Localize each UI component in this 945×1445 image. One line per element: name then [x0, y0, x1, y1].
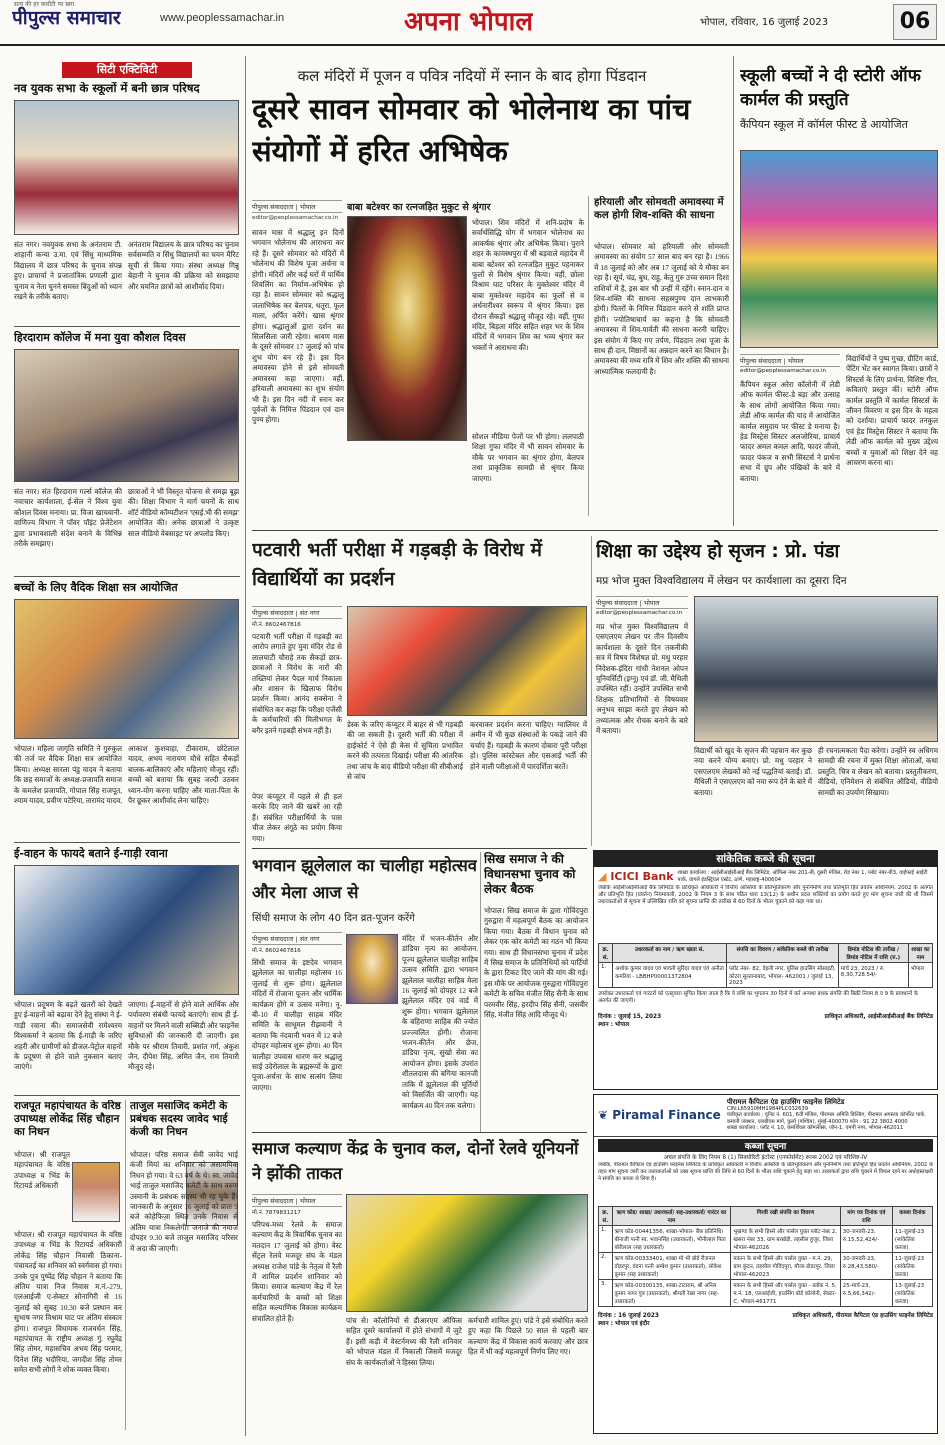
headline-ev-flagoff: ई-वाहन के फायदे बताने ई-गाड़ी रवाना [14, 847, 168, 860]
table-cell: प्लॉट नंबर- 82, देहली नगर, पुलिस हाउसिंग सोसाइटी, कोटरा सुल्तानाबाद, भोपाल- 462001 / जुलाई 13, 2023 [727, 963, 839, 988]
photo-caption-headline: बाबा बटेश्वर का रत्नजड़ित मुकुट से श्रृंगार [347, 202, 491, 213]
headline-youth-skill-day: हिरदाराम कॉलेज में मना युवा कौशल दिवस [14, 331, 186, 344]
headline-samaj-kalyan: समाज कल्याण केंद्र के चुनाव कल, दोनों रेलवे यूनियनों ने झोंकी ताकत [252, 1139, 579, 1183]
table-cell: मार्च 23, 2023 / रु. 8,30,728.54/- [838, 963, 908, 988]
article-text: डेस्क के जरिए कंप्यूटर में बाहर से भी गड़बड़ी की जा सकती है। दूसरी भर्ती की परीक्षा में हाईकोर्ट ने ऐसे ही केस में सुचिता प्रभावित करने की तत्परता दिखाई। परीक्षा की आंतरिक तथा जांच के बाद वीडियो परीक्षा की सीबीआई से जांच [347, 721, 463, 782]
divider [14, 326, 240, 327]
icici-icon: ◢ [598, 870, 607, 883]
headline-obituary-javed: ताजुल मसाजिद कमेटी के प्रबंधक सदस्य जावेद भाई कंजी का निधन [130, 1100, 228, 1138]
table-cell: भूखण्ड के सभी हिस्से और पार्सल युक्त प्लॉट नंबर 2, खसरा नंबर 33, ग्राम बरखेड़ी, तहसील हुजूर, जिला भोपाल-462026 [731, 1225, 840, 1252]
article-text: भोपाल। प्रदूषण के बढ़ते खतरों को देखते हुए ई-वाहनों को बढ़ावा देने हेतु संस्था ने ई-गाड़ी रवाना की। समाजसेवी रामेश्वरम विश्वकर्मा ने बताया कि ई-गाड़ी के जरिए शहरी और ग्रामीणों को डीजल-पेट्रोल वाहनों के प्रदूषण से होने वाले नुकसान बताए जाएंगे। [14, 1001, 122, 1072]
byline-name: पीपुल्स संवाददाता [740, 357, 782, 365]
table-cell: 11-जुलाई-23 (सांकेतिक कब्जा) [892, 1252, 932, 1279]
subheadline-jhulelal: सिंधी समाज के लोग 40 दिन व्रत-पूजन करेंगे [252, 913, 415, 924]
byline: पीपुल्स संवाददाता | भोपाल [596, 596, 688, 609]
column-header: ऋण कोड/ शाखा/ उधारकर्ता/ सह-उधारकर्ता/ गारंटर का नाम [612, 1206, 731, 1225]
classroom-photo [14, 349, 239, 482]
article-text: भोपाल। परिष्ठ समाज सेवी जावेद भाई कंजी मियां का शनिवार को असामयिक निधन हो गया। वे 63 वर्ष के थे। स्व. जावेद भाई ताजुल मसाजिद कमेटी के साथ वरुण उस्मानी के प्रबंधक सदस्य भी रह चुके हैं। जानकारी के अनुसार 16 जुलाई को प्रातः 9 बजे कोहेफिज़ा स्थित उनके निवास से अंतिम यात्रा निकलेगी। जनाजे की नमाज दोपहर 9.30 बजे ताजुल मसाजिद परिसर में अदा की जाएगी। [130, 1151, 238, 1253]
table-row [599, 1252, 933, 1279]
table-cell: मकान के सभी हिस्से और पार्सल युक्त - ब्लॉक नं. 5, म.नं. 18, एलआईजी, हाउसिंग बोर्ड कॉलोनी, सेक्टर-C, भोपाल-461771 [731, 1279, 840, 1306]
notice-footer: उपरोक्त उधारकर्ता एवं गारंटरों को एतद्द्वारा सूचित किया जाता है कि वे राशि का भुगतान 30 दिनों में करें अन्यथा बंधक संपत्ति की बिक्री नियम 8 व 9 के प्रावधानों के अंतर्गत की जाएगी। [598, 991, 919, 1005]
article-text: मप्र भोज मुक्त विश्वविद्यालय में एसएलएम लेखन पर तीन दिवसीय कार्यशाला के दूसरे दिन तकनीकी सत्र में विषय विशेषज्ञ प्रो. मधु परहार निदेशक-इंदिरा गांधी नेशनल ओपन यूनिवर्सिटी (इग्नू) एवं डॉ. जी. मैथिली उपस्थित रहीं। उन्होंने उपस्थित सभी शिक्षक प्रतिभागियों से विषयवार अनुभव साझा करते हुए लेखन को तथ्यात्मक और रोचक बनाने के बारे में बताया। [596, 623, 688, 736]
article-text: पटवारी भर्ती परीक्षा में गड़बड़ी का आरोप लगाते हुए युवा मंदिर रोड से लालघाटी चौराहे तक सैकड़ों छात्र-छात्राओं ने विरोध के नारों की तख्तियां लेकर पैदल मार्च निकाला और शासन के खिलाफ विरोध प्रदर्शन किया। आनंद सक्सेना ने संबोधित कर कहा कि परीक्षा एजेंसी के कर्मचारियों की मिलीभगत के बगैर इतने गड़बड़ी संभव नहीं है। [252, 633, 342, 735]
divider [14, 842, 240, 843]
piramal-leaf-icon: ❦ [598, 1108, 609, 1123]
table-cell: भोपाल [908, 963, 932, 988]
byline-city: भोपाल [787, 357, 804, 365]
table-cell: ऋण कोड-00441356, शाखा-भोपाल- बैंक प्रतिनिधि। बीनाजी पत्नी स्व. भवानसिंह (उधारकर्ता), भीनीलाल पिता बोरीलाल (सह उधारकर्ता) [612, 1225, 731, 1252]
carmel-performance-photo [740, 150, 938, 348]
column-divider [245, 56, 246, 1436]
article-text: सोशल मीडिया पेजों पर भी होगा। ललपाठी शिक्षा गुफा मंदिर में भी सावन सोमवार के मौके पर भगवान का श्रृंगार होगा, बेलपत्र तथा प्राकृतिक सामग्री से श्रृंगार किया जाएगा। [472, 433, 584, 483]
headline-sikh-meeting: सिख समाज ने की विधानसभा चुनाव को लेकर बैठक [484, 852, 576, 896]
byline: पीपुल्स संवाददाता | भोपाल [740, 354, 840, 367]
headline-obituary-lokendra: राजपूत महापंचायत के वरिष्ठ उपाध्यक्ष लोकेंद्र सिंह चौहान का निधन [14, 1100, 121, 1138]
byline-city: भोपाल [643, 599, 660, 607]
notice-place: स्थान : भोपाल एवं इंदौर [598, 1320, 650, 1327]
headline-jhulelal: भगवान झूलेलाल का चालीहा महोत्सव और मेला आज से [252, 856, 477, 902]
bank-name: ICICI Bank [610, 870, 674, 883]
table-cell: 30-जनवरी-23, रु.15,52,424/- [840, 1225, 892, 1252]
article-text: कर्मचारी शामिल हुए। पांडे ने इसे संबोधित करते हुए कहा कि पिछले 50 साल से पहली बार कल्याण केंद्र में विकास कार्य करवाए और छात्र हित में भी कई महत्वपूर्ण निर्णय लिए गए। [468, 1317, 588, 1357]
newspaper-logo: पीपुल्स समाचार [12, 7, 121, 29]
divider [588, 196, 589, 516]
table-cell: 1. [599, 963, 613, 988]
byline-name: पीपुल्स संवाददाता [596, 599, 638, 607]
bank-address: शाखा कार्यालय : आईसीआईसीआई बैंक लिमिटेड, ऑफिस नंबर 201-बी, दूसरी मंजिल, रोड नंबर 1, प्लॉट नंबर-बी3, वाईफाई आईटी पार्क, वागले इंडस्ट्रियल एस्टेट, ठाणे, महाराष्ट्र-400604 [677, 870, 928, 883]
sidebar-headline: हरियाली और सोमवती अमावस्या में कल होगी शिव-शक्ति की साधना [594, 197, 724, 221]
workshop-photo [694, 596, 938, 742]
table-cell: अशोक कुमार यादव एवं भावती सुरिंदर यादव एवं अनीता कमरिया - LBBHP00001372804 [613, 963, 727, 988]
byline-city: भोपाल [299, 1197, 316, 1205]
byline: पीपुल्स संवाददाता | भोपाल [252, 200, 342, 213]
headline-shiksha: शिक्षा का उद्देश्य हो सृजन : प्रो. पंडा [596, 541, 840, 562]
notice-signatory: प्राधिकृत अधिकारी, आईसीआईसीआई बैंक लिमिटेड [824, 1014, 933, 1021]
byline-name: पीपुल्स संवाददाता [252, 1197, 294, 1205]
jhulelal-deity-photo [346, 934, 398, 1004]
ev-flagoff-photo [14, 865, 239, 995]
dateline: भोपाल, रविवार, 16 जुलाई 2023 [700, 17, 829, 28]
lead-headline: दूसरे सावन सोमवार को भोलेनाथ का पांच संयोगों में हरित अभिषेक [252, 92, 691, 168]
byline-name: पीपुल्स संवाददाता [252, 935, 294, 943]
notice-header: सांकेतिक कब्जे की सूचना [594, 851, 937, 867]
notice-body: जबकि, पीरामल कैपिटल एंड हाउसिंग फाइनेंस लिमिटेड के प्राधिकृत अधिकारी ने वित्तीय आस्तियों के प्रतिभूतिकरण और पुनर्निर्माण तथा प्रतिभूति हित प्रवर्तन अधिनियम, 2002 के तहत मांग सूचना जारी कर उधारकर्ताओं को उक्त सूचना प्राप्ति की तिथि से 60 दिनों के भीतर राशि चुकाने हेतु कहा था। उधारकर्ता द्वारा राशि चुकाने में विफल रहने पर अधोहस्ताक्षरी ने संपत्ति का कब्जा ले लिया है। [598, 1161, 933, 1182]
section-divider [252, 1132, 587, 1133]
mobile-number: मो.नं. 7879831217 [252, 1210, 301, 1216]
table-cell: 30-जनवरी-23, रु.28,43,580/- [840, 1252, 892, 1279]
headline-student-council: नव युवक सभा के स्कूलों में बनी छात्र परिषद [14, 82, 200, 95]
email[interactable]: editor@peoplessamachar.co.in [740, 368, 827, 374]
article-text: जाएगा। ई-वाहनों से होने वाले आर्थिक और पर्यावरण संबंधी फायदे बताएंगे। साथ ही ई-वाहनों पर मिलने वाली सब्सिडी और फाइनेंस सुविधाओं की जानकारी दी जाएगी। इस मौके पर श्रीराम तिवारी, प्रशांत गर्ग, अंकुश जैन, दीपेश सिंह, अमित जैन, राम तिवारी मौजूद रहे। [128, 1001, 239, 1072]
subheadline-carmel: कैंपियन स्कूल में कॉर्मल फीस्ट डे आयोजित [740, 118, 908, 131]
article-text: सिंधी समाज के इष्टदेव भगवान झूलेलाल का चालीहा महोत्सव 16 जुलाई से शुरू होगा। झूलेलाल मंदिरों में रोजाना पूजन और धार्मिक कार्यक्रम होंगे व उत्सव मनेगा। नू-बी-10 में चालीहा साहब मंदिर समिति के साधूमल रीझवानी ने बताया कि नंदवानी भवन में 12 बजे दोपहर महोत्सव शुरू होगा। 40 दिन चालीहा उपवास धारण कर श्रद्धालु साई उदेरोलाल के ब्रह्मरूपों के द्वारा पूजा-अर्चना के साथ सत्संग लिया जाएगा। [252, 959, 342, 1092]
branch-office: शाखा कार्यालय : प्लॉट नं. 10, कमर्शियल कॉम्प्लेक्स, जोन-1, एमपी नगर, भोपाल-462011 [726, 1125, 904, 1132]
headline-vedic-session: बच्चों के लिए वैदिक शिक्षा सत्र आयोजित [14, 581, 178, 594]
article-text: अनंतराम विद्यालय के छात्र परिषद का चुनाव सर्वसम्मति व सिंधु विद्यालयों का चयन मैरिट सूची से किया गया। संस्था अध्यक्ष गिन्नू बेहानी ने चुनाव की प्रक्रिया को समझाया और चयनित छात्रों को आशीर्वाद दिया। [128, 241, 239, 291]
notice-signatory: प्राधिकृत अधिकारी, पीरामल कैपिटल एंड हाउसिंग फाइनेंस लिमिटेड [792, 1312, 933, 1319]
table-cell: 3. [599, 1279, 613, 1306]
article-text: मंदिर में भजन-कीर्तन और डांडिया नृत्य का आयोजन. पूज्य झूलेलाल चालीहा साहिब उत्सव समिति द्वारा भगवान झूलेलाल चालीहा साहिब मेला 16 जुलाई को दोपहर 12 बजे झूलेलाल मंदिर एवं वार्ड में शुरू होगा। भगवान झूलेलाल के बहिराणा साहिब की ज्योत प्रज्ज्वलित होगी। रोजाना भजन-कीर्तन और छेज, डांडिया नृत्य, सुखो सेवा का आयोजन होगा। इसके उपरांत शीतलदास की बगिया कानजी ताकि में झूलेलाल की मूर्तियों को विसर्जित की जाएगी। यह कार्यक्रम 40 दिन तक चलेगा। [402, 935, 478, 1110]
table-cell: मकान के सभी हिस्से और पार्सल युक्त - म.नं. 29, ग्राम कुंदन, तहसील गोविंदपुरा, मौजा-डोडरपुर, जिला भोपाल-462023 [731, 1252, 840, 1279]
article-text: पेपर कंप्यूटर में पहले से ही हल करके दिए जाने की खबरें आ रही हैं। संबंधित परीक्षार्थियों के पास चीज लेकर अंगूठे का प्रयोग किया गया। [252, 793, 342, 843]
article-text: परिपथ-मध्य रेलवे के समाज कल्याण केंद्र के त्रिवार्षिक चुनाव का मतदान 17 जुलाई को होगा। वेस्ट सेंट्रल रेलवे मजदूर संघ के मंडल अध्यक्ष राजेश पांडे के नेतृत्व में रैली में शामिल प्रदर्शन शानिवार को किया। समाज कल्याण केंद्र में रेल कर्मचारियों के बच्चों को शिक्षा सहित कल्याणिक विकास कार्यक्रम संचालित होते हैं। [252, 1221, 342, 1323]
article-text: सावन मास में श्रद्धालु इन दिनों भगवान भोलेनाथ की आराधना कर रहे हैं। दूसरे सोमवार को मंदिरों में भोलेनाथ की विशेष पूजा अर्चना व होगी। मंदिरों और कई घरों में पार्थिव शिवलिंग का निर्माण-अभिषेक हो रहा है। सावन सोमवार को श्रद्धालु जलाभिषेक कर बेलपत्र, धतूरा, फूल माला, अर्पित करेंगे। खास श्रृंगार होगा। श्रद्धालुओं द्वारा दर्शन का सिलसिला जारी रहेगा। श्रावण मास के दूसरे सोमवार 17 जुलाई को पांच शुभ योग बन रहे हैं। इस दिन अमावस्या होने से इसे सोमवती अमावस्या कहा जाएगा। वहीं, हरियाली अमावस्या का शुभ संयोग भी है। इस दिन नदी में स्नान कर पूर्वजों के निमित्त पिंडदान एवं दान पुण्य होगा। [252, 229, 344, 425]
article-text: करवाकर प्रदर्शन करना चाहिए। ग्वालियर में अमीन में भी कुछ संस्थाओं के पकड़े जाने की चर्चाएं हैं। गड़बड़ी के कारण दोबारा पूरी परीक्षा हो। पुलिस कांस्टेबल और एसआई भर्ती की होने वाली परीक्षाओं में पारदर्शिता बरतें। [470, 721, 587, 771]
column-header: शाखा का नाम [908, 944, 932, 963]
column-header: क्र. सं. [599, 1206, 613, 1225]
table-row [599, 1279, 933, 1306]
temple-deity-photo [347, 216, 467, 441]
company-name: पीरामल कैपिटल एंड हाउसिंग फाइनेंस लिमिटेड [726, 1098, 845, 1106]
bank-logo [598, 870, 674, 883]
piramal-possession-notice [593, 1094, 938, 1434]
byline-city: भोपाल [299, 203, 316, 211]
article-text: विद्यार्थियों ने पुष्प गुच्छ, ग्रीटिंग कार्ड, पेंटिंग भेंट कर स्वागत किया। छात्रों ने सिस्टर्स के लिए प्रार्थना, विशिष्ट गीत, कविताएं प्रस्तुत कीं। स्टोरी ऑफ कार्मल प्रस्तुति में कार्मल सिस्टर्स के जीवन विवरण व इस दिन के महत्व को दर्शाया। प्राचार्य फादर तनकुल एवं हेड मिस्ट्रेस सिस्टर ने बताया कि लेडी ऑफ कार्मल को मुख्य उद्देश्य बच्चों व युवाओं को शिक्षा देने वह आचरण करना था। [846, 355, 938, 468]
table-cell: 25-मार्च-23, रु.5,66,342/- [840, 1279, 892, 1306]
subheadline-shiksha: मप्र भोज मुक्त विश्वविद्यालय में लेखन पर कार्यशाला का दूसरा दिन [596, 575, 847, 587]
table-row [599, 963, 933, 988]
divider [14, 1095, 240, 1096]
email[interactable]: editor@peoplessamachar.co.in [596, 610, 683, 616]
city-activity-tag: सिटी एक्टिविटी [62, 62, 192, 78]
notice-table [598, 943, 933, 988]
website-url[interactable]: www.peoplessamachar.in [160, 12, 285, 24]
student-council-photo [14, 100, 239, 235]
registered-office: पंजीकृत कार्यालय : यूनिट नं. 601, 6वीं मंजिल, पीरामल अमिति बिल्डिंग, पीरामल अगस्त्या कॉर्पोरेट पार्क, कमानी जंक्शन, एलबीएस मार्ग, कुर्ला (पश्चिम), मुंबई-400070 फोन : 91 22 3802 4000 [726, 1112, 926, 1125]
column-header: कब्जा दिनांक [892, 1206, 932, 1225]
lead-kicker: कल मंदिरों में पूजन व पवित्र नदियों में स्नान के बाद होगा पिंडदान [297, 67, 647, 85]
protest-photo [347, 606, 587, 716]
article-text: पांच से। कॉलोनियों से डीआरएम ऑफिस सहित दूसरे कार्यालयों में होते संभागों में जुटे हैं। इसी कड़ी में वेस्टर्नमध्य की रैली शनिवार को भोपाल मंडल में निकाली जिसमें मजदूर संघ के कार्यकर्ताओं ने हिस्सा लिया। [346, 1317, 462, 1367]
headline-carmel: स्कूली बच्चों ने दी स्टोरी ऑफ कार्मल की प्रस्तुति [740, 66, 921, 110]
column-header: संपत्ति का विवरण / सांकेतिक कब्जे की तारीख [727, 944, 839, 963]
article-text: कैंपियन स्कूल अरेरा कॉलोनी में लेडी ऑफ कार्मल फीस्ट-डे बड़ा और उत्साह के साथ लोगों आयोजित किया गया। लेडी ऑफ कार्मल की याद में आयोजित कार्मल समुदाय पर फीस्ट डे मनाया है। हेड मिस्ट्रेस सिस्टर अलजोरिया, प्राचार्य फादर अमल कमल आदि, फादर जीजो, फादर पंकज व सभी सिस्टर्स ने प्रार्थना सभा में ग्रुप और पंखिकों के बारे में बताया। [740, 381, 840, 483]
byline-name: पीपुल्स संवाददाता [252, 609, 294, 617]
divider [591, 536, 592, 846]
column-header: उधारकर्ता का नाम / ऋण खाता सं. [613, 944, 727, 963]
vedic-session-photo [14, 599, 239, 739]
article-text: विद्यार्थी को खुद के सृजन की पहचान कर कुछ नया करने योग्य बनाए। प्रो. मधु परहार ने एसएलएम लेखकों को नई पद्धतियां बताईं। डॉ. मैथिली ने एसएलएम को नया रूप देने के बारे में बताया। [694, 747, 812, 797]
article-text: ही रचनात्मकता पैदा करेगा। उन्होंने स्व अधिगम सामग्री की रचना में मुक्त शिक्षा ओताओं, कथा प्रस्तुति, चित्र व लेखन को बताया। प्रस्तुतीकरण, वीडियो, एनिमेशन से संबंधित ऑडियो, वीडियो सामग्री का उपयोग सिखाया। [818, 747, 938, 797]
section-divider [252, 530, 938, 531]
mobile-number: मो.नं. 8602467816 [252, 948, 301, 954]
byline: पीपुल्स संवाददाता | संत नगर [252, 932, 342, 945]
company-cin: CIN:L65910MH1984PLC032639 [726, 1105, 809, 1112]
article-text: संत नगर। नवयुवक सभा के अनंतराम टी. शाहानी कन्या उ.मा. एवं सिंधु माध्यमिक विद्यालय में छात्र परिषद के चुनाव संपन्न हुए। प्राचार्या ने प्रजातांत्रिक प्रणाली द्वारा चुनाव व नेता चुनने समस्त बिंदुओं को ध्यान रखने के तरीके बताए। [14, 241, 122, 302]
column-header: मांग पत्र दिनांक एवं राशि [840, 1206, 892, 1225]
headline-patwari: पटवारी भर्ती परीक्षा में गड़बड़ी के विरोध में विद्यार्थियों का प्रदर्शन [252, 539, 542, 590]
section-divider [252, 848, 587, 849]
notice-table [598, 1206, 933, 1307]
article-text: संत नगर। संत हिरदाराम गर्ल्स कॉलेज की नवाचार कार्यशाला, ई-सेल ने विश्व युवा कौशल दिवस मनाया। प्रा. विजा खाचवानी-वाणिज्य विभाग ने पॉवर पॉइंट प्रेजेंटेशन द्वारा प्रभावशाली संदेश बनाने के विभिन्न तरीके समझाए। [14, 488, 122, 549]
notice-place: स्थान : भोपाल [598, 1022, 630, 1029]
byline-name: पीपुल्स संवाददाता [252, 203, 294, 211]
piramal-logo [598, 1108, 721, 1122]
divider [125, 1100, 126, 1430]
email[interactable]: editor@peoplessamachar.co.in [252, 215, 339, 221]
article-text: भोपाल। महिला जागृति समिति ने गुरुकुल की तर्ज पर वैदिक शिक्षा सत्र आयोजित किया। अध्यक्ष सारला पंडु यादव ने बताया कि छह समाजों के अध्यक्ष-प्रजापति समाज के कमलेश प्रजापति, गोपाल सिंह राजपूत, श्याम यादव, प्रवीण पटेरिया, तारामंद यादव, [14, 745, 122, 806]
table-row [599, 1225, 933, 1252]
byline-city: संत नगर [299, 935, 320, 943]
table-cell: 2. [599, 1252, 613, 1279]
table-cell: 1. [599, 1225, 613, 1252]
mobile-number: मो.नं. 8602467816 [252, 622, 301, 628]
railway-union-rally-photo [346, 1194, 588, 1312]
obituary-dateline: भोपाल। श्री राजपूत महापंचायत के वरिष्ठ उपाध्यक्ष व भिंड के रिटायर्ड अधिकारी [14, 1151, 70, 1191]
icici-possession-notice [593, 850, 938, 1090]
column-header: डिमांड नोटिस की तारीख / डिमांड नोटिस में राशि (रु.) [838, 944, 908, 963]
byline: पीपुल्स संवाददाता | संत नगर [252, 606, 342, 619]
article-text: छात्राओं ने भी विस्तृत योजना से समझ बूझ की। शिक्षा विभाग ने मार्ग चयनों के साथ शॉर्ट वीडियो कॉम्पटीशन 'एसई.भी की समझ' आयोजित की। अनेक छात्राओं ने उत्कृष्ट साल वीडियो वेबसाइट पर अपलोड किए। [128, 488, 239, 538]
article-text: भोपाल। शिव मंदिरों में शनि-प्रदोष के सर्वार्थसिद्धि योग में भगवान भोलेनाथ का आकर्षक श्रृंगार और अभिषेक किया। पुराने शहर के कायस्थपुरा में श्री बड़वाले महादेव में बाबा बटेश्वर को रत्नजड़ित मुकुट पहनाकर फूलों से विशेष श्रृंगार किया। वहीं, छोला विश्राम घाट परिसर के मुक्तेश्वर मंदिर में बाबा मुक्तेश्वर महादेव का फूलों से व अर्धनारीश्वर स्वरूप में श्रृंगार किया। इस दौरान सैकड़ों श्रद्धालु मौजूद रहे। वहीं, गुफा मंदिर, बिड़ला मंदिर सहित शहर भर के शिव मंदिरों में भगवान शिव का भव्य श्रृंगार कर भक्तों ने आराधना की। [472, 219, 584, 352]
masthead [0, 0, 945, 46]
notice-date: दिनांक : जुलाई 15, 2023 [598, 1014, 662, 1021]
table-cell: 11-जुलाई-23 (सांकेतिक कब्जा) [892, 1225, 932, 1252]
article-text [14, 1150, 70, 1230]
notice-body: जबकि आईसीआईसीआई बैंक लिमिटेड के प्राधिकृत अधिकारी ने वित्तीय आस्तियों के प्रतिभूतिकरण और पुनर्निर्माण तथा प्रतिभूति हित प्रवर्तन अधिनियम, 2002 के अंतर्गत और प्रतिभूति हित (प्रवर्तन) नियमावली, 2002 के नियम 3 के साथ पठित धारा 13(12) के अधीन प्रदत्त शक्तियों का प्रयोग करते हुए मांग सूचना जारी की थी जिसमें उधारकर्ताओं से सूचना में उल्लिखित राशि को सूचना प्राप्ति की तारीख से 60 दिनों के भीतर चुकाने को कहा गया था। [598, 885, 933, 906]
portrait-photo [72, 1162, 120, 1222]
byline: पीपुल्स संवाददाता | भोपाल [252, 1194, 342, 1207]
divider [480, 852, 481, 1132]
section-title: अपना भोपाल [404, 7, 533, 37]
table-header-row [599, 944, 933, 963]
table-cell: 13-जुलाई-23 (सांकेतिक कब्जा) [892, 1279, 932, 1306]
table-header-row [599, 1206, 933, 1225]
notice-date: दिनांक : 16 जुलाई 2023 [598, 1312, 659, 1319]
column-divider [733, 56, 734, 526]
table-cell: ऋण कोड-00333401, शाखा मो भी बोर्ड रीजनल डोडरपुर, वंदना पत्नी अम्बेश कुमार (उधारकर्ता), लोकेश कुमार (सह उधारकर्ता) [612, 1252, 731, 1279]
masthead-tagline: सत्य की हर कसौटी पर खरा [14, 1, 75, 8]
notice-title: कब्जा सूचना [598, 1139, 933, 1152]
article-text: भोपाल। श्री राजपूत महापंचायत के वरिष्ठ उपाध्यक्ष व भिंड के रिटायर्ड अधिकारी लोकेंद्र सिंह चौहान निवासी ठिकाना-पंचायतई का शनिवार को स्वर्गवास हो गया। उनके पुत्र पुष्पेंद्र सिंह चौहान ने बताया कि अंतिम यात्रा निज निवास म.नं.-279, एलआईजी ए-सेक्टर सोनागिरी से 16 जुलाई को सुबह 10.30 बजे प्रस्थान कर सुभाष नगर विश्राम घाट पर अंतिम संस्कार होगा। राजपूत विधायक राजवर्धन सिंह, महापंचायत के राष्ट्रीय अध्यक्ष गुं. रघुवेंद्र सिंह तोमर, महासचिव अभय सिंह परमार, दिनेश सिंह भदौरिया, जगदीश सिंह तोमर समेत सभी लोगों ने शोक व्यक्त किया। [14, 1231, 122, 1375]
divider [14, 576, 240, 577]
brand-name: Piramal Finance [612, 1108, 721, 1123]
column-header: गिरवी रखी संपत्ति का विवरण [731, 1206, 840, 1225]
notice-subtitle: अचल संपत्ति के लिए नियम 8 (1) सिक्योरिटी इंटरेस्ट (एनफोर्समेंट) रूल्स 2002 एवं परिशिष्ट-IV [663, 1154, 868, 1161]
article-text: आकाश कुशवाहा, टीकाराम, छोटेलाल यादव, अभय नारायण चौधे सहित सैकड़ों बालक-बालिकाएं और महिलाएं मौजूद रहीं। बच्चों को बताया कि सुबह जल्दी उठकर ध्यान-योग करना चाहिए और माता-पिता के पैर छूकर आशीर्वाद लेना चाहिए। [128, 745, 239, 806]
article-text: भोपाल। सोमवार को हरियाली और सोमवती अमावस्या का संयोग 57 साल बाद बन रहा है। 1966 में 18 जुलाई को और अब 17 जुलाई को ये मौका बन रहा है। सूर्य, चंद्र, बुध, राहु, केतु गुरु उच्च समान दिशा राशियों में है, इस बार भी उन्हीं में रहेंगे। स्नान-दान व शिव-शक्ति की साधना सहस्रपुण्य दान लाभकारी होगी। पितरों के निमित्त पिंडदान करने से शांति प्राप्त होगी। ज्योतिषाचार्य का कहना है कि सोमवती अमावस्या में शिव-पार्वती की साधना करनी चाहिए। इस संयोग में किए गए तर्पण, पिंडदान तथा पूजा के साथ ही दान, मिष्ठानों का अन्नदान करने का विधान है। अमावस्या की मध्य रात्रि में शिव और शक्ति की साधना आध्यात्मिक फलदायी है। [594, 243, 729, 376]
column-header: क्र. सं. [599, 944, 613, 963]
article-text: भोपाल। सिख समाज के द्वारा गोविंदपुरा गुरुद्वारा में महत्वपूर्ण बैठक का आयोजन किया गया। बैठक में विधान चुनाव को लेकर एक कोर कमेटी का गठन भी किया गया। साथ ही विधानसभा चुनाव में प्रदेश में सिख समाज के प्रतिनिधियों को पार्टियों के द्वारा टिकट दिए जाने की मांग की गई। इस मौके पर आयोजक गुरुद्वारा गोविंदपुरा कमेटी के सचिव मंजीत सिंह सैनी के साथ परमवीर सिंह, हरदीप सिंह सैनी, जसवीर सिंह, मंजीत सिंह आदि मौजूद थे। [484, 907, 588, 1020]
table-cell: ऋण कोड-00300135, शाखा-टाटाराम, श्री अनिल कुमार नागर पुत्र (उधारकर्ता), श्रीमती रेखा नागर (सह-उधारकर्ता) [612, 1279, 731, 1306]
byline-city: संत नगर [299, 609, 320, 617]
page-number: 06 [893, 4, 937, 40]
